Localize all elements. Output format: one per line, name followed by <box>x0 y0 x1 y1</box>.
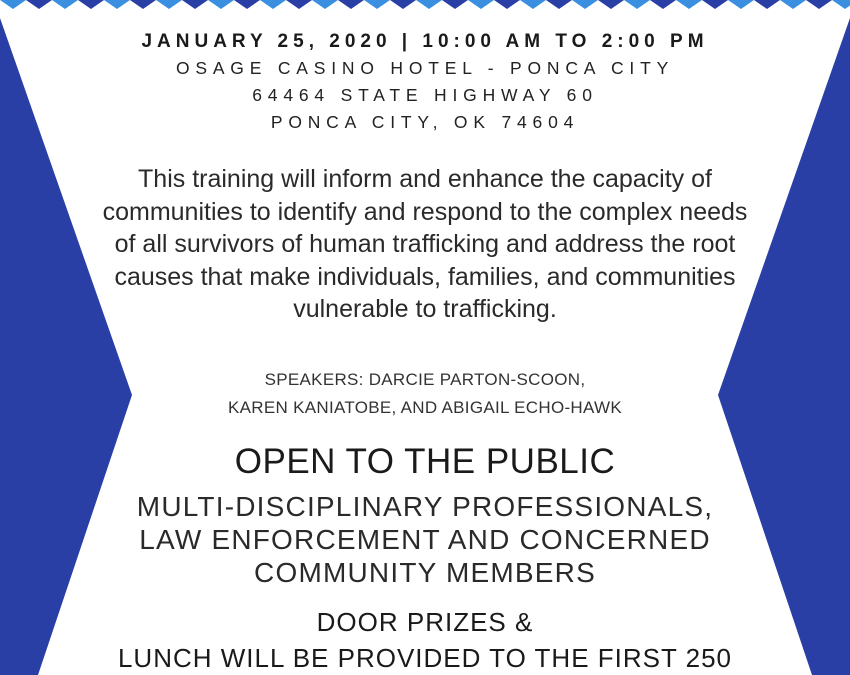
speakers-line-2: KAREN KANIATOBE, AND ABIGAIL ECHO-HAWK <box>228 398 622 417</box>
pattern-triangle <box>832 0 850 9</box>
training-description: This training will inform and enhance the capacity of communities to identify and respond to the complex needs of all survivors of human trafficking and address the root causes that make individuals, families, and communities vulnerable to trafficking. <box>102 165 748 323</box>
open-to-public-heading: OPEN TO THE PUBLIC <box>234 442 616 481</box>
pattern-triangle <box>676 0 702 9</box>
pattern-triangle <box>0 0 26 9</box>
pattern-triangle <box>286 0 312 9</box>
pattern-triangle <box>26 0 52 9</box>
pattern-triangle <box>104 0 130 9</box>
pattern-triangle <box>702 0 728 9</box>
pattern-triangle <box>234 0 260 9</box>
pattern-triangle <box>78 0 104 9</box>
address-city: PONCA CITY, OK 74604 <box>270 112 580 132</box>
pattern-triangle <box>806 0 832 9</box>
pattern-triangle <box>780 0 806 9</box>
pattern-triangle <box>546 0 572 9</box>
door-prizes: DOOR PRIZES & <box>316 607 534 637</box>
pattern-triangle <box>312 0 338 9</box>
pattern-triangle <box>338 0 364 9</box>
pattern-triangle <box>494 0 520 9</box>
pattern-triangle <box>52 0 78 9</box>
audience-line-1: MULTI-DISCIPLINARY PROFESSIONALS, <box>136 491 714 522</box>
top-triangle-pattern <box>0 0 850 9</box>
pattern-triangle <box>182 0 208 9</box>
pattern-triangle <box>416 0 442 9</box>
pattern-triangle <box>728 0 754 9</box>
pattern-triangle <box>208 0 234 9</box>
pattern-triangle <box>390 0 416 9</box>
address-street: 64464 STATE HIGHWAY 60 <box>252 85 598 105</box>
pattern-triangle <box>130 0 156 9</box>
venue-name: OSAGE CASINO HOTEL - PONCA CITY <box>175 58 675 78</box>
pattern-triangle <box>520 0 546 9</box>
pattern-triangle <box>624 0 650 9</box>
pattern-triangle <box>754 0 780 9</box>
pattern-triangle <box>468 0 494 9</box>
pattern-triangle <box>442 0 468 9</box>
pattern-triangle <box>572 0 598 9</box>
pattern-triangle <box>650 0 676 9</box>
event-date-time: JANUARY 25, 2020 | 10:00 AM TO 2:00 PM <box>141 31 709 52</box>
speakers-line-1: SPEAKERS: DARCIE PARTON-SCOON, <box>264 370 586 389</box>
lunch-notice: LUNCH WILL BE PROVIDED TO THE FIRST 250 <box>117 643 733 673</box>
pattern-triangle <box>364 0 390 9</box>
pattern-triangle <box>598 0 624 9</box>
pattern-triangle <box>260 0 286 9</box>
audience-line-3: COMMUNITY MEMBERS <box>254 557 596 588</box>
pattern-triangle <box>156 0 182 9</box>
audience-line-2: LAW ENFORCEMENT AND CONCERNED <box>139 524 711 555</box>
